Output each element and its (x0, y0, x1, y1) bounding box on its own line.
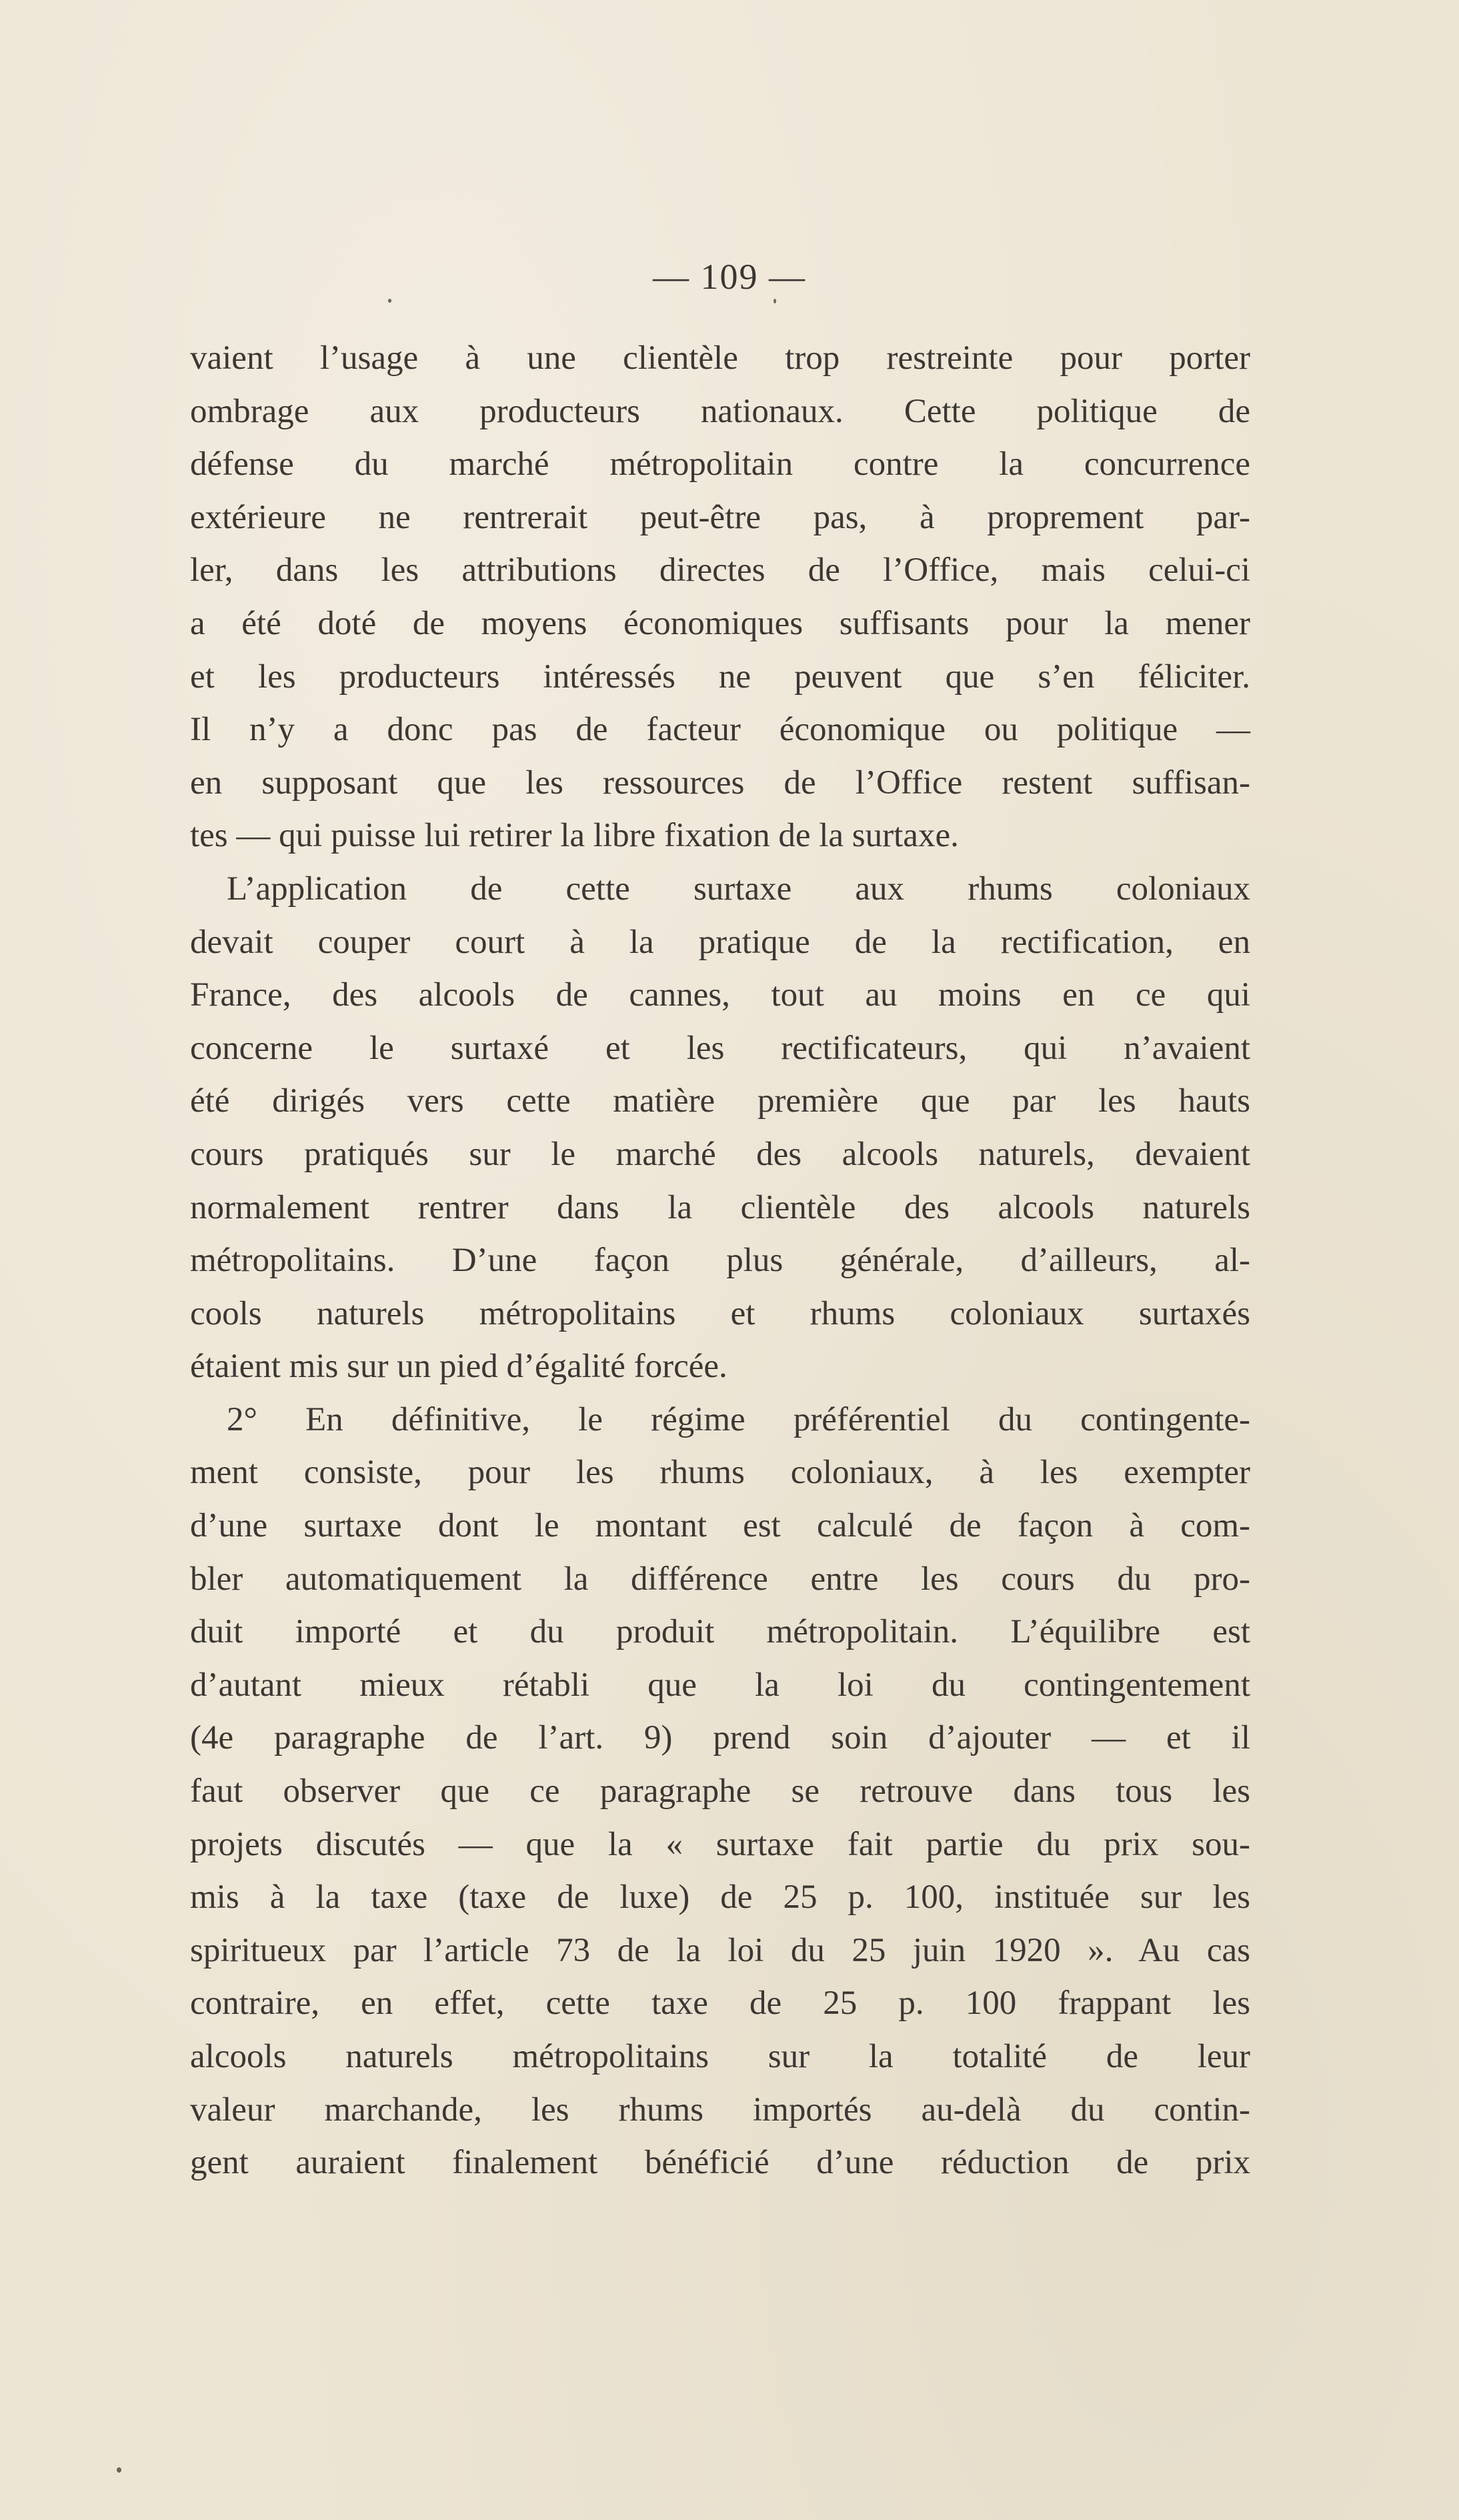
text-line: tes — qui puisse lui retirer la libre fixation de la surtaxe. (190, 817, 959, 855)
text-line: duit importé et du produit métropolitain. L’équilibre est (190, 1613, 1250, 1651)
text-line: d’une surtaxe dont le montant est calculé de façon à com- (190, 1507, 1250, 1545)
text-line: contraire, en effet, cette taxe de 25 p. 100 frappant les (190, 1985, 1250, 2023)
text-line: ment consiste, pour les rhums coloniaux, à les exempter (190, 1454, 1250, 1492)
text-line: alcools naturels métropolitains sur la totalité de leur (190, 2038, 1250, 2075)
text-line: vaient l’usage à une clientèle trop restreinte pour porter (190, 339, 1250, 377)
text-line: étaient mis sur un pied d’égalité forcée. (190, 1348, 727, 1386)
text-line: L’application de cette surtaxe aux rhums coloniaux (227, 870, 1250, 908)
text-line: défense du marché métropolitain contre la concurrence (190, 445, 1250, 483)
text-line: 2° En définitive, le régime préférentiel du contingente- (227, 1400, 1250, 1438)
text-line: mis à la taxe (taxe de luxe) de 25 p. 100, instituée sur les (190, 1878, 1250, 1917)
ink-speck (117, 2467, 121, 2473)
page-number: — 109 — (653, 257, 806, 297)
text-line: valeur marchande, les rhums importés au-delà du contin- (190, 2091, 1250, 2129)
text-line: projets discutés — que la « surtaxe fait partie du prix sou- (190, 1825, 1250, 1863)
body-text (190, 332, 1250, 2190)
text-line: faut observer que ce paragraphe se retrouve dans tous les (190, 1772, 1250, 1810)
text-line: France, des alcools de cannes, tout au moins en ce qui (190, 976, 1250, 1014)
text-line: ler, dans les attributions directes de l’Office, mais celui-ci (190, 551, 1250, 589)
text-line: métropolitains. D’une façon plus générale, d’ailleurs, al- (190, 1242, 1250, 1280)
text-line: Il n’y a donc pas de facteur économique ou politique — (190, 711, 1250, 749)
text-line: cools naturels métropolitains et rhums coloniaux surtaxés (190, 1294, 1250, 1332)
text-line: extérieure ne rentrerait peut-être pas, à proprement par- (190, 498, 1250, 536)
text-line: (4e paragraphe de l’art. 9) prend soin d’ajouter — et il (190, 1719, 1250, 1757)
text-line: d’autant mieux rétabli que la loi du contingentement (190, 1666, 1250, 1704)
text-line: gent auraient finalement bénéficié d’une réduction de prix (190, 2144, 1250, 2182)
text-line: et les producteurs intéressés ne peuvent que s’en féliciter. (190, 658, 1250, 696)
text-line: normalement rentrer dans la clientèle des alcools naturels (190, 1188, 1250, 1226)
text-line: ombrage aux producteurs nationaux. Cette politique de (190, 392, 1250, 430)
text-line: été dirigés vers cette matière première que par les hauts (190, 1082, 1250, 1120)
text-line: spiritueux par l’article 73 de la loi du 25 juin 1920 ». Au cas (190, 1931, 1250, 1969)
text-line: concerne le surtaxé et les rectificateurs, qui n’avaient (190, 1029, 1250, 1067)
text-line: cours pratiqués sur le marché des alcools naturels, devaient (190, 1135, 1250, 1173)
text-line: bler automatiquement la différence entre les cours du pro- (190, 1560, 1250, 1598)
text-line: a été doté de moyens économiques suffisants pour la mener (190, 604, 1250, 642)
text-line: en supposant que les ressources de l’Office restent suffisan- (190, 764, 1250, 802)
text-line: devait couper court à la pratique de la rectification, en (190, 923, 1250, 961)
